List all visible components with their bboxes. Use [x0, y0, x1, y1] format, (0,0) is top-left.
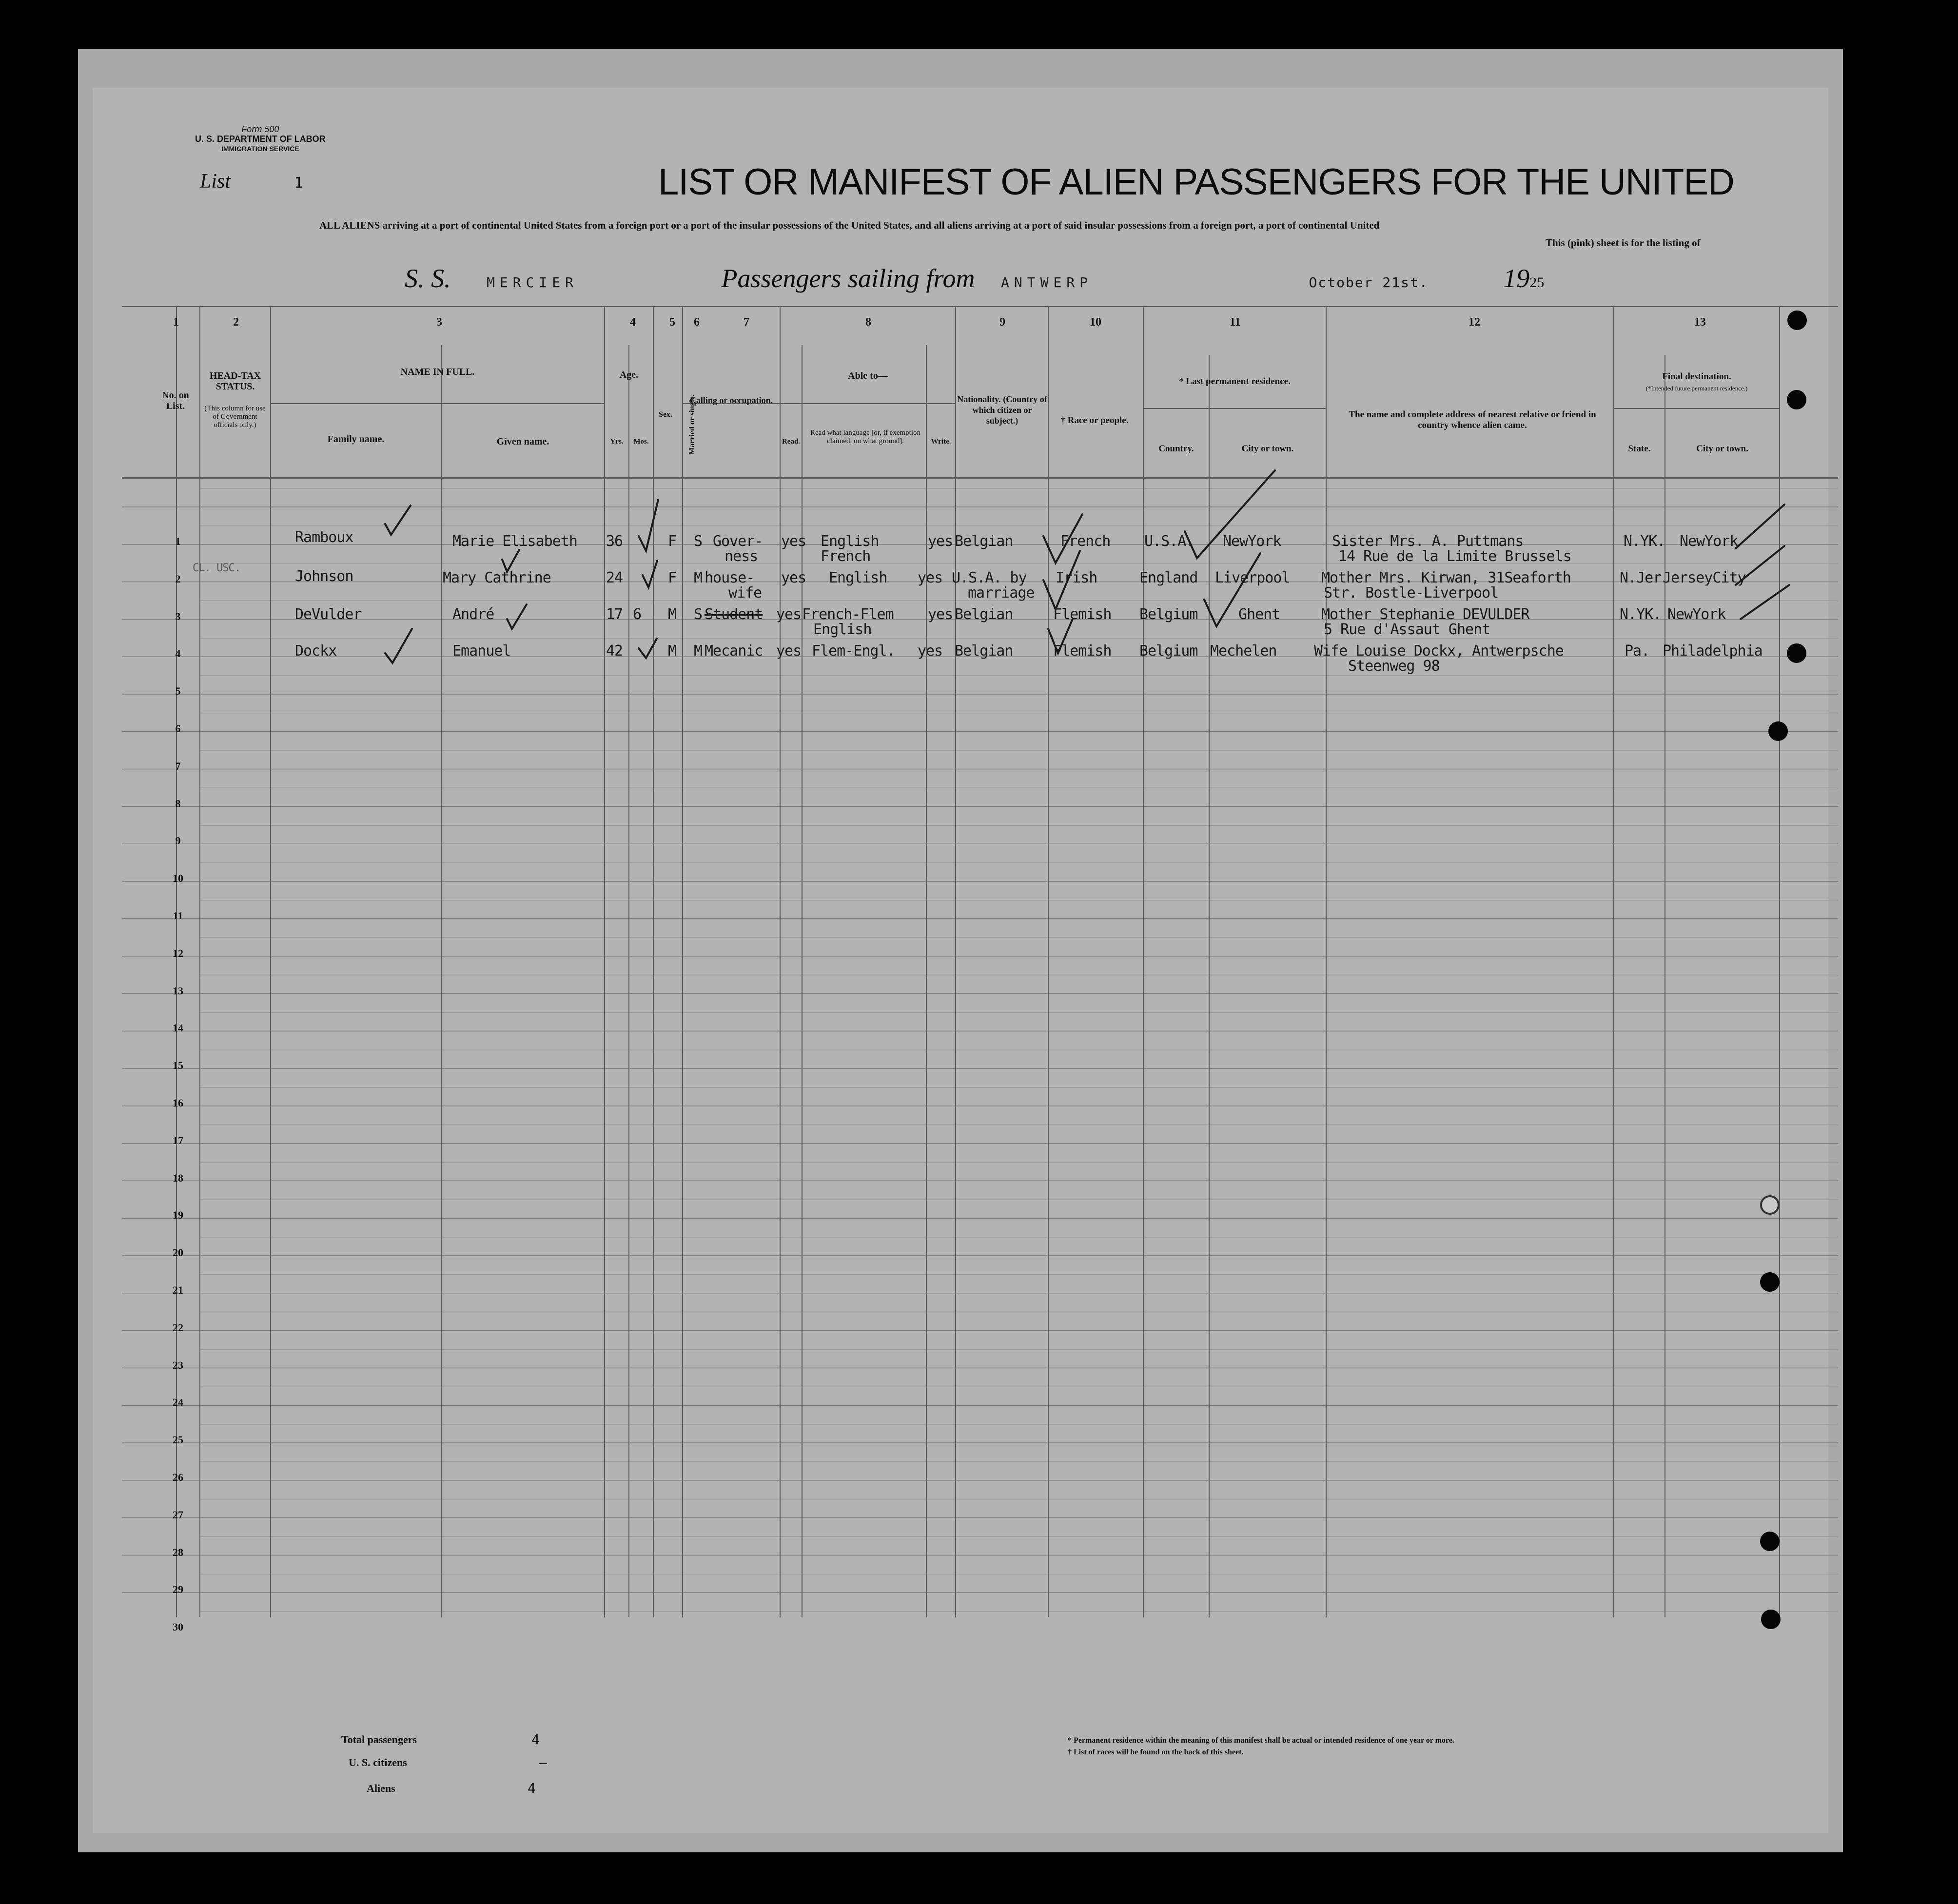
form-number: Form 500	[241, 124, 279, 134]
column-number: 2	[233, 316, 239, 329]
language: English	[821, 533, 879, 550]
family-name: Johnson	[295, 568, 353, 585]
header-age: Age.	[619, 369, 639, 380]
family-name: DeVulder	[295, 606, 362, 623]
row-number: 18	[173, 1171, 183, 1184]
can-write: yes	[928, 533, 953, 550]
can-read: yes	[781, 569, 806, 586]
relative: Wife Louise Dockx, Antwerpsche	[1314, 642, 1564, 660]
punch-hole	[1787, 311, 1807, 330]
header-calling: Calling or occupation.	[689, 395, 773, 405]
row-number: 8	[175, 797, 181, 810]
race: Irish	[1056, 569, 1097, 586]
header-name-in-full: NAME IN FULL.	[400, 367, 475, 377]
can-write: yes	[918, 569, 943, 586]
header-write: Write.	[931, 438, 951, 446]
header-family-name: Family name.	[327, 434, 385, 445]
age-years: 24	[606, 569, 623, 586]
header-read-language: Read what language [or, if exemption claimed, on what ground].	[810, 429, 920, 445]
marital-status: M	[694, 569, 703, 586]
occupation: Mecanic	[705, 642, 763, 660]
aliens-label: Aliens	[367, 1782, 395, 1794]
header-yrs: Yrs.	[610, 438, 624, 446]
manifest-grid	[122, 306, 1838, 1617]
row-number: 10	[173, 872, 183, 885]
row-number: 15	[173, 1059, 183, 1072]
row-number: 25	[173, 1434, 183, 1446]
header-no-on-list: No. on List.	[162, 390, 189, 411]
nationality: Belgian	[955, 642, 1013, 660]
occupation: house-	[705, 569, 755, 586]
column-number: 6	[694, 316, 700, 329]
sailing-port: ANTWERP	[1001, 274, 1093, 291]
residence-city: Ghent	[1238, 606, 1280, 623]
occupation-cont: wife	[728, 584, 762, 602]
can-read: yes	[781, 533, 806, 550]
relative-address: 5 Rue d'Assaut Ghent	[1324, 621, 1490, 638]
header-head-tax: HEAD-TAX STATUS.	[209, 370, 261, 392]
occupation: Student	[705, 606, 763, 623]
row-number: 24	[173, 1396, 183, 1409]
header-state: State.	[1628, 444, 1651, 454]
row-number: 5	[175, 685, 181, 698]
row-number: 26	[173, 1471, 183, 1483]
list-value: 1	[294, 175, 303, 192]
column-number: 5	[669, 316, 675, 329]
family-name: Ramboux	[295, 529, 353, 546]
column-number: 3	[436, 316, 442, 329]
us-citizens-value: –	[539, 1754, 547, 1770]
column-number: 11	[1230, 316, 1241, 329]
relative-address: Str. Bostle-Liverpool	[1324, 584, 1499, 602]
header-able-to: Able to—	[848, 370, 888, 381]
destination-state: N.Jer	[1620, 569, 1662, 586]
age-years: 36	[606, 533, 623, 550]
age-years: 42	[606, 642, 623, 660]
nationality: U.S.A. by	[952, 569, 1027, 586]
punch-hole	[1761, 1610, 1781, 1629]
column-number: 8	[865, 316, 871, 329]
column-number: 4	[630, 316, 636, 329]
column-number: 9	[999, 316, 1005, 329]
age-years: 17	[606, 606, 623, 623]
service-name: IMMIGRATION SERVICE	[221, 145, 299, 153]
us-citizens	[349, 1754, 547, 1770]
given-name: Mary Cathrine	[443, 569, 551, 586]
residence-city: Mechelen	[1210, 642, 1277, 660]
destination-city: Philadelphia	[1663, 642, 1762, 660]
department-name: U. S. DEPARTMENT OF LABOR	[195, 134, 326, 144]
row-number: 2	[175, 572, 181, 585]
row-number: 23	[173, 1359, 183, 1371]
punch-hole	[1760, 1532, 1780, 1551]
total-passengers	[341, 1731, 540, 1748]
punch-hole	[1787, 643, 1806, 663]
punch-hole	[1760, 1195, 1780, 1215]
total-passengers-label: Total passengers	[341, 1733, 417, 1746]
row-number: 22	[173, 1321, 183, 1334]
list-number	[200, 170, 303, 193]
relative-address: Steenweg 98	[1348, 658, 1440, 675]
footnote-races: † List of races will be found on the back of this sheet.	[1068, 1748, 1244, 1756]
header-dest-city: City or town.	[1696, 444, 1748, 454]
header-relative: The name and complete address of nearest relative or friend in country whence alien came.	[1349, 409, 1596, 430]
sailing-date: October 21st.	[1309, 274, 1429, 291]
race: Flemish	[1053, 642, 1112, 660]
row-number: 28	[173, 1546, 183, 1558]
column-number: 1	[173, 316, 179, 329]
header-given-name: Given name.	[496, 436, 549, 447]
occupation: Gover-	[713, 533, 763, 550]
row-number: 11	[173, 910, 183, 922]
sex: F	[668, 533, 677, 550]
ship-prefix: S. S.	[405, 264, 451, 293]
destination-city: NewYork	[1667, 606, 1726, 623]
marital-status: S	[694, 606, 703, 623]
punch-hole	[1787, 390, 1806, 409]
given-name: Emanuel	[452, 642, 511, 660]
can-write: yes	[918, 642, 943, 660]
language: English	[829, 569, 887, 586]
punch-hole	[1760, 1272, 1780, 1292]
residence-country: Belgium	[1139, 642, 1198, 660]
can-write: yes	[928, 606, 953, 623]
destination-state: N.YK.	[1624, 533, 1665, 550]
row-number: 3	[175, 610, 181, 622]
given-name: André	[452, 606, 494, 623]
row-number: 4	[175, 647, 181, 660]
header-head-tax-note: (This column for use of Government officials only.)	[204, 405, 266, 429]
row-number: 1	[175, 535, 181, 547]
row-number: 20	[173, 1246, 183, 1259]
year-suffix: 25	[1529, 274, 1545, 291]
destination-state: N.YK.	[1620, 606, 1662, 623]
punch-hole	[1768, 721, 1788, 741]
year-prefix: 19	[1503, 264, 1530, 293]
row-number: 29	[173, 1583, 183, 1596]
nationality: Belgian	[955, 606, 1013, 623]
can-read: yes	[776, 642, 802, 660]
row-number: 12	[173, 947, 183, 959]
header-city: City or town.	[1241, 444, 1294, 454]
ship-name: MERCIER	[487, 274, 579, 291]
header-married: Married or single.	[688, 394, 696, 455]
can-read: yes	[776, 606, 802, 623]
relative: Mother Mrs. Kirwan, 31Seaforth	[1321, 569, 1571, 586]
race: French	[1060, 533, 1111, 550]
age-months: 6	[633, 606, 642, 623]
head-tax-status: CL. USC.	[193, 562, 240, 574]
aliens-total	[367, 1780, 536, 1796]
language: French-Flem	[802, 606, 894, 623]
sex: F	[668, 569, 677, 586]
subtitle-pink-sheet: This (pink) sheet is for the listing of	[1546, 237, 1701, 249]
aliens-value: 4	[528, 1780, 536, 1796]
nationality-cont: marriage	[968, 584, 1035, 602]
relative: Mother Stephanie DEVULDER	[1321, 606, 1529, 623]
destination-city: NewYork	[1680, 533, 1738, 550]
subtitle-aliens: ALL ALIENS arriving at a port of continental United States from a foreign port or a port of the insular possessions of the United States, and all aliens arriving at a port of said insular possessions from a foreign port, a port of continental United	[319, 219, 1380, 231]
row-number: 21	[173, 1284, 183, 1296]
relative-address: 14 Rue de la Limite Brussels	[1338, 548, 1571, 565]
residence-country: U.S.A.	[1144, 533, 1194, 550]
row-number: 6	[175, 722, 181, 735]
residence-country: Belgium	[1139, 606, 1198, 623]
sex: M	[668, 606, 677, 623]
row-number: 16	[173, 1097, 183, 1109]
destination-state: Pa.	[1625, 642, 1650, 660]
sex: M	[668, 642, 677, 660]
marital-status: S	[694, 533, 703, 550]
residence-city: NewYork	[1223, 533, 1281, 550]
occupation-cont: ness	[724, 548, 758, 565]
residence-city: Liverpool	[1215, 569, 1290, 586]
row-number: 13	[173, 984, 183, 997]
header-country: Country.	[1158, 444, 1194, 454]
header-nationality: Nationality. (Country of which citizen or subject.)	[957, 394, 1047, 426]
ship-line	[405, 263, 1544, 293]
relative: Sister Mrs. A. Puttmans	[1332, 533, 1524, 550]
row-number: 17	[173, 1134, 183, 1146]
row-number: 14	[173, 1022, 183, 1034]
page-title: LIST OR MANIFEST OF ALIEN PASSENGERS FOR THE UNITED	[658, 161, 1734, 203]
form-header	[195, 124, 326, 154]
us-citizens-label: U. S. citizens	[349, 1756, 407, 1768]
header-last-residence: * Last permanent residence.	[1179, 376, 1291, 387]
row-number: 30	[173, 1621, 183, 1633]
race: Flemish	[1053, 606, 1112, 623]
language-cont: English	[813, 621, 872, 638]
language-cont: French	[821, 548, 871, 565]
column-number: 10	[1090, 316, 1101, 329]
column-number: 7	[744, 316, 749, 329]
column-number: 12	[1468, 316, 1480, 329]
destination-city: JerseyCity	[1663, 569, 1746, 586]
footnote-residence: * Permanent residence within the meaning of this manifest shall be actual or intended residence of one year or more.	[1068, 1736, 1454, 1745]
row-number: 9	[175, 835, 181, 847]
row-number: 27	[173, 1508, 183, 1521]
header-final-destination: Final destination.	[1662, 371, 1731, 382]
total-passengers-value: 4	[531, 1731, 540, 1748]
row-number: 7	[175, 759, 181, 772]
header-sex: Sex.	[659, 410, 672, 419]
nationality: Belgian	[955, 533, 1013, 550]
list-label: List	[200, 170, 231, 193]
header-final-destination-note: (*Intended future permanent residence.)	[1645, 385, 1748, 392]
header-mos: Mos.	[633, 438, 649, 446]
header-read: Read.	[782, 438, 801, 446]
header-race: † Race or people.	[1060, 415, 1129, 426]
family-name: Dockx	[295, 642, 337, 660]
given-name: Marie Elisabeth	[452, 533, 577, 550]
row-number: 19	[173, 1209, 183, 1222]
sailing-label: Passengers sailing from	[721, 264, 975, 293]
marital-status: M	[694, 642, 703, 660]
residence-country: England	[1139, 569, 1198, 586]
language: Flem-Engl.	[812, 642, 895, 660]
column-number: 13	[1694, 316, 1706, 329]
